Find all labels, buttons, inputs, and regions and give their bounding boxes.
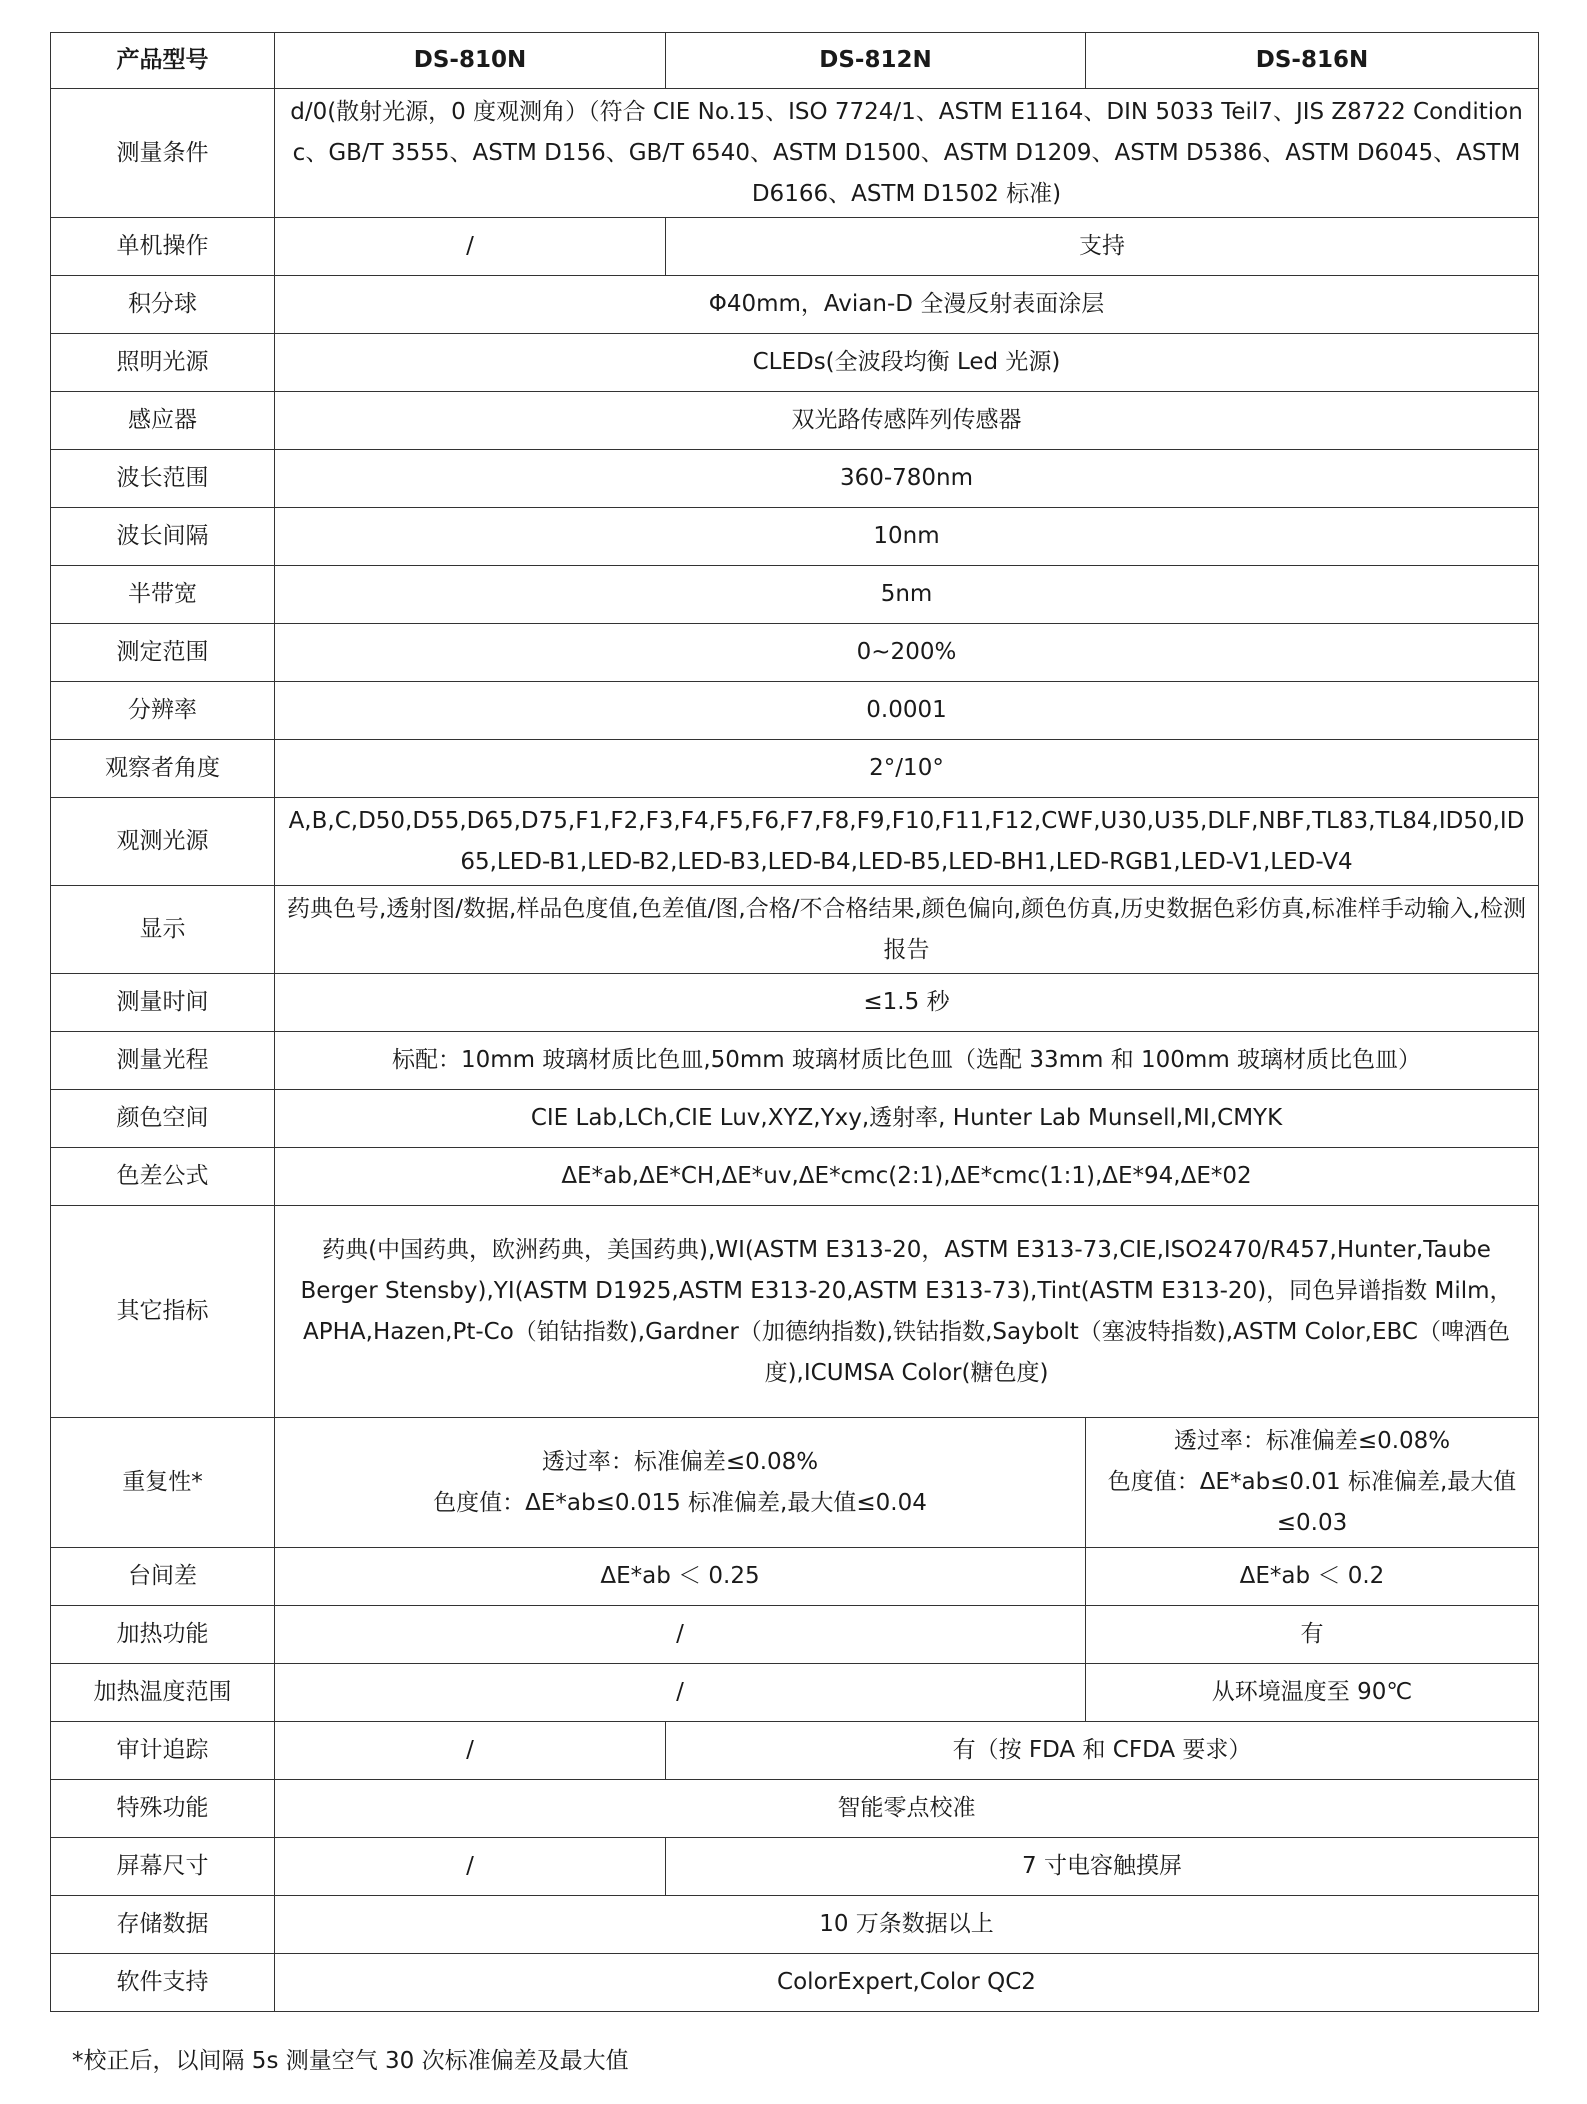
- table-row: [51, 89, 1539, 218]
- row-label: 软件支持: [51, 1954, 275, 2012]
- row-label: 显示: [51, 886, 275, 974]
- repeatability-ds810n-ds812n: [275, 1418, 1086, 1548]
- standalone-ds812n-ds816n: 支持: [666, 218, 1539, 276]
- sphere-value: Φ40mm，Avian-D 全漫反射表面涂层: [275, 276, 1539, 334]
- table-row: [51, 1896, 1539, 1954]
- row-label: 台间差: [51, 1548, 275, 1606]
- optical-path-value: 标配：10mm 玻璃材质比色皿,50mm 玻璃材质比色皿（选配 33mm 和 100mm 玻璃材质比色皿）: [275, 1032, 1539, 1090]
- table-row: [51, 740, 1539, 798]
- color-difference-formula-value: ΔE*ab,ΔE*CH,ΔE*uv,ΔE*cmc(2:1),ΔE*cmc(1:1),ΔE*94,ΔE*02: [275, 1148, 1539, 1206]
- repeatability-transmittance: 透过率：标准偏差≤0.08%: [541, 1448, 819, 1475]
- conditions-value: d/0(散射光源，0 度观测角）（符合 CIE No.15、ISO 7724/1、ASTM E1164、DIN 5033 Teil7、JIS Z8722 Condition c、GB/T 3555、ASTM D156、GB/T 6540、ASTM D1500、ASTM D1209、ASTM D5386、ASTM D6045、ASTM D6166、ASTM D1502 标准): [275, 89, 1539, 218]
- row-label: 半带宽: [51, 566, 275, 624]
- row-label: 波长范围: [51, 450, 275, 508]
- color-space-value: CIE Lab,LCh,CIE Luv,XYZ,Yxy,透射率, Hunter Lab Munsell,MI,CMYK: [275, 1090, 1539, 1148]
- row-label: 审计追踪: [51, 1722, 275, 1780]
- table-row: [51, 974, 1539, 1032]
- inter-instrument-ds816n: ΔE*ab ＜ 0.2: [1086, 1548, 1539, 1606]
- measurement-range-value: 0~200%: [275, 624, 1539, 682]
- repeatability-transmittance: 透过率：标准偏差≤0.08%: [1173, 1428, 1451, 1454]
- table-row: [51, 1418, 1539, 1548]
- standalone-ds810n: /: [275, 218, 666, 276]
- header-model-ds816n: DS-816N: [1086, 33, 1539, 89]
- table-row: [51, 1090, 1539, 1148]
- row-label: 存储数据: [51, 1896, 275, 1954]
- table-row: [51, 508, 1539, 566]
- table-row: [51, 218, 1539, 276]
- table-row: [51, 1838, 1539, 1896]
- row-label: 加热功能: [51, 1606, 275, 1664]
- table-row: [51, 450, 1539, 508]
- table-row: [51, 276, 1539, 334]
- storage-value: 10 万条数据以上: [275, 1896, 1539, 1954]
- table-row: [51, 1954, 1539, 2012]
- light-value: CLEDs(全波段均衡 Led 光源): [275, 334, 1539, 392]
- row-label: 特殊功能: [51, 1780, 275, 1838]
- table-row: [51, 392, 1539, 450]
- resolution-value: 0.0001: [275, 682, 1539, 740]
- screen-size-ds810n: /: [275, 1838, 666, 1896]
- header-model-ds810n: DS-810N: [275, 33, 666, 89]
- row-label: 测量光程: [51, 1032, 275, 1090]
- inter-instrument-ds810n-ds812n: ΔE*ab ＜ 0.25: [275, 1548, 1086, 1606]
- row-label: 重复性*: [51, 1418, 275, 1548]
- other-indices-value: 药典(中国药典，欧洲药典，美国药典),WI(ASTM E313-20，ASTM E313-73,CIE,ISO2470/R457,Hunter,Taube Berger Stensby),YI(ASTM D1925,ASTM E313-20,ASTM E313-73),Tint(ASTM E313-20)，同色异谱指数 Milm，APHA,Hazen,Pt-Co（铂钴指数),Gardner（加德纳指数),铁钴指数,Saybolt（塞波特指数),ASTM Color,EBC（啤酒色度),ICUMSA Color(糖色度): [275, 1206, 1539, 1418]
- repeatability-chromaticity: 色度值：ΔE*ab≤0.01 标准偏差,最大值≤0.03: [1107, 1469, 1517, 1536]
- row-label: 测量时间: [51, 974, 275, 1032]
- illuminants-value: A,B,C,D50,D55,D65,D75,F1,F2,F3,F4,F5,F6,F7,F8,F9,F10,F11,F12,CWF,U30,U35,DLF,NBF,TL83,TL84,ID50,ID65,LED-B1,LED-B2,LED-B3,LED-B4,LED-B5,LED-BH1,LED-RGB1,LED-V1,LED-V4: [275, 798, 1539, 886]
- row-label: 测量条件: [51, 89, 275, 218]
- table-row: [51, 798, 1539, 886]
- table-row: [51, 624, 1539, 682]
- row-label: 积分球: [51, 276, 275, 334]
- row-label: 色差公式: [51, 1148, 275, 1206]
- table-row: [51, 1548, 1539, 1606]
- row-label: 观察者角度: [51, 740, 275, 798]
- row-label: 颜色空间: [51, 1090, 275, 1148]
- table-row: [51, 1148, 1539, 1206]
- software-value: ColorExpert,Color QC2: [275, 1954, 1539, 2012]
- screen-size-ds812n-ds816n: 7 寸电容触摸屏: [666, 1838, 1539, 1896]
- table-row: [51, 682, 1539, 740]
- repeatability-chromaticity: 色度值：ΔE*ab≤0.015 标准偏差,最大值≤0.04: [433, 1489, 927, 1516]
- header-model-ds812n: DS-812N: [666, 33, 1086, 89]
- row-label: 照明光源: [51, 334, 275, 392]
- row-label: 其它指标: [51, 1206, 275, 1418]
- heating-range-ds810n-ds812n: /: [275, 1664, 1086, 1722]
- table-row: [51, 334, 1539, 392]
- repeatability-ds816n: [1086, 1418, 1539, 1548]
- observer-value: 2°/10°: [275, 740, 1539, 798]
- row-label: 感应器: [51, 392, 275, 450]
- heating-range-ds816n: 从环境温度至 90℃: [1086, 1664, 1539, 1722]
- row-label: 观测光源: [51, 798, 275, 886]
- heating-ds816n: 有: [1086, 1606, 1539, 1664]
- special-function-value: 智能零点校准: [275, 1780, 1539, 1838]
- spec-table: [50, 32, 1539, 2012]
- table-row: [51, 1206, 1539, 1418]
- row-label: 波长间隔: [51, 508, 275, 566]
- row-label: 测定范围: [51, 624, 275, 682]
- table-row: [51, 1664, 1539, 1722]
- row-label: 加热温度范围: [51, 1664, 275, 1722]
- row-label: 单机操作: [51, 218, 275, 276]
- audit-trail-ds812n-ds816n: 有（按 FDA 和 CFDA 要求）: [666, 1722, 1539, 1780]
- wl-interval-value: 10nm: [275, 508, 1539, 566]
- audit-trail-ds810n: /: [275, 1722, 666, 1780]
- sensor-value: 双光路传感阵列传感器: [275, 392, 1539, 450]
- row-label: 屏幕尺寸: [51, 1838, 275, 1896]
- measurement-time-value: ≤1.5 秒: [275, 974, 1539, 1032]
- table-row: [51, 1606, 1539, 1664]
- wl-range-value: 360-780nm: [275, 450, 1539, 508]
- heating-ds810n-ds812n: /: [275, 1606, 1086, 1664]
- row-label: 分辨率: [51, 682, 275, 740]
- table-header-row: [51, 33, 1539, 89]
- table-row: [51, 566, 1539, 624]
- footnote: *校正后，以间隔 5s 测量空气 30 次标准偏差及最大值: [72, 2048, 629, 2074]
- table-row: [51, 1032, 1539, 1090]
- table-row: [51, 1780, 1539, 1838]
- table-row: [51, 886, 1539, 974]
- header-label: 产品型号: [51, 33, 275, 89]
- table-row: [51, 1722, 1539, 1780]
- display-value: 药典色号,透射图/数据,样品色度值,色差值/图,合格/不合格结果,颜色偏向,颜色仿真,历史数据色彩仿真,标准样手动输入,检测报告: [275, 886, 1539, 974]
- half-bandwidth-value: 5nm: [275, 566, 1539, 624]
